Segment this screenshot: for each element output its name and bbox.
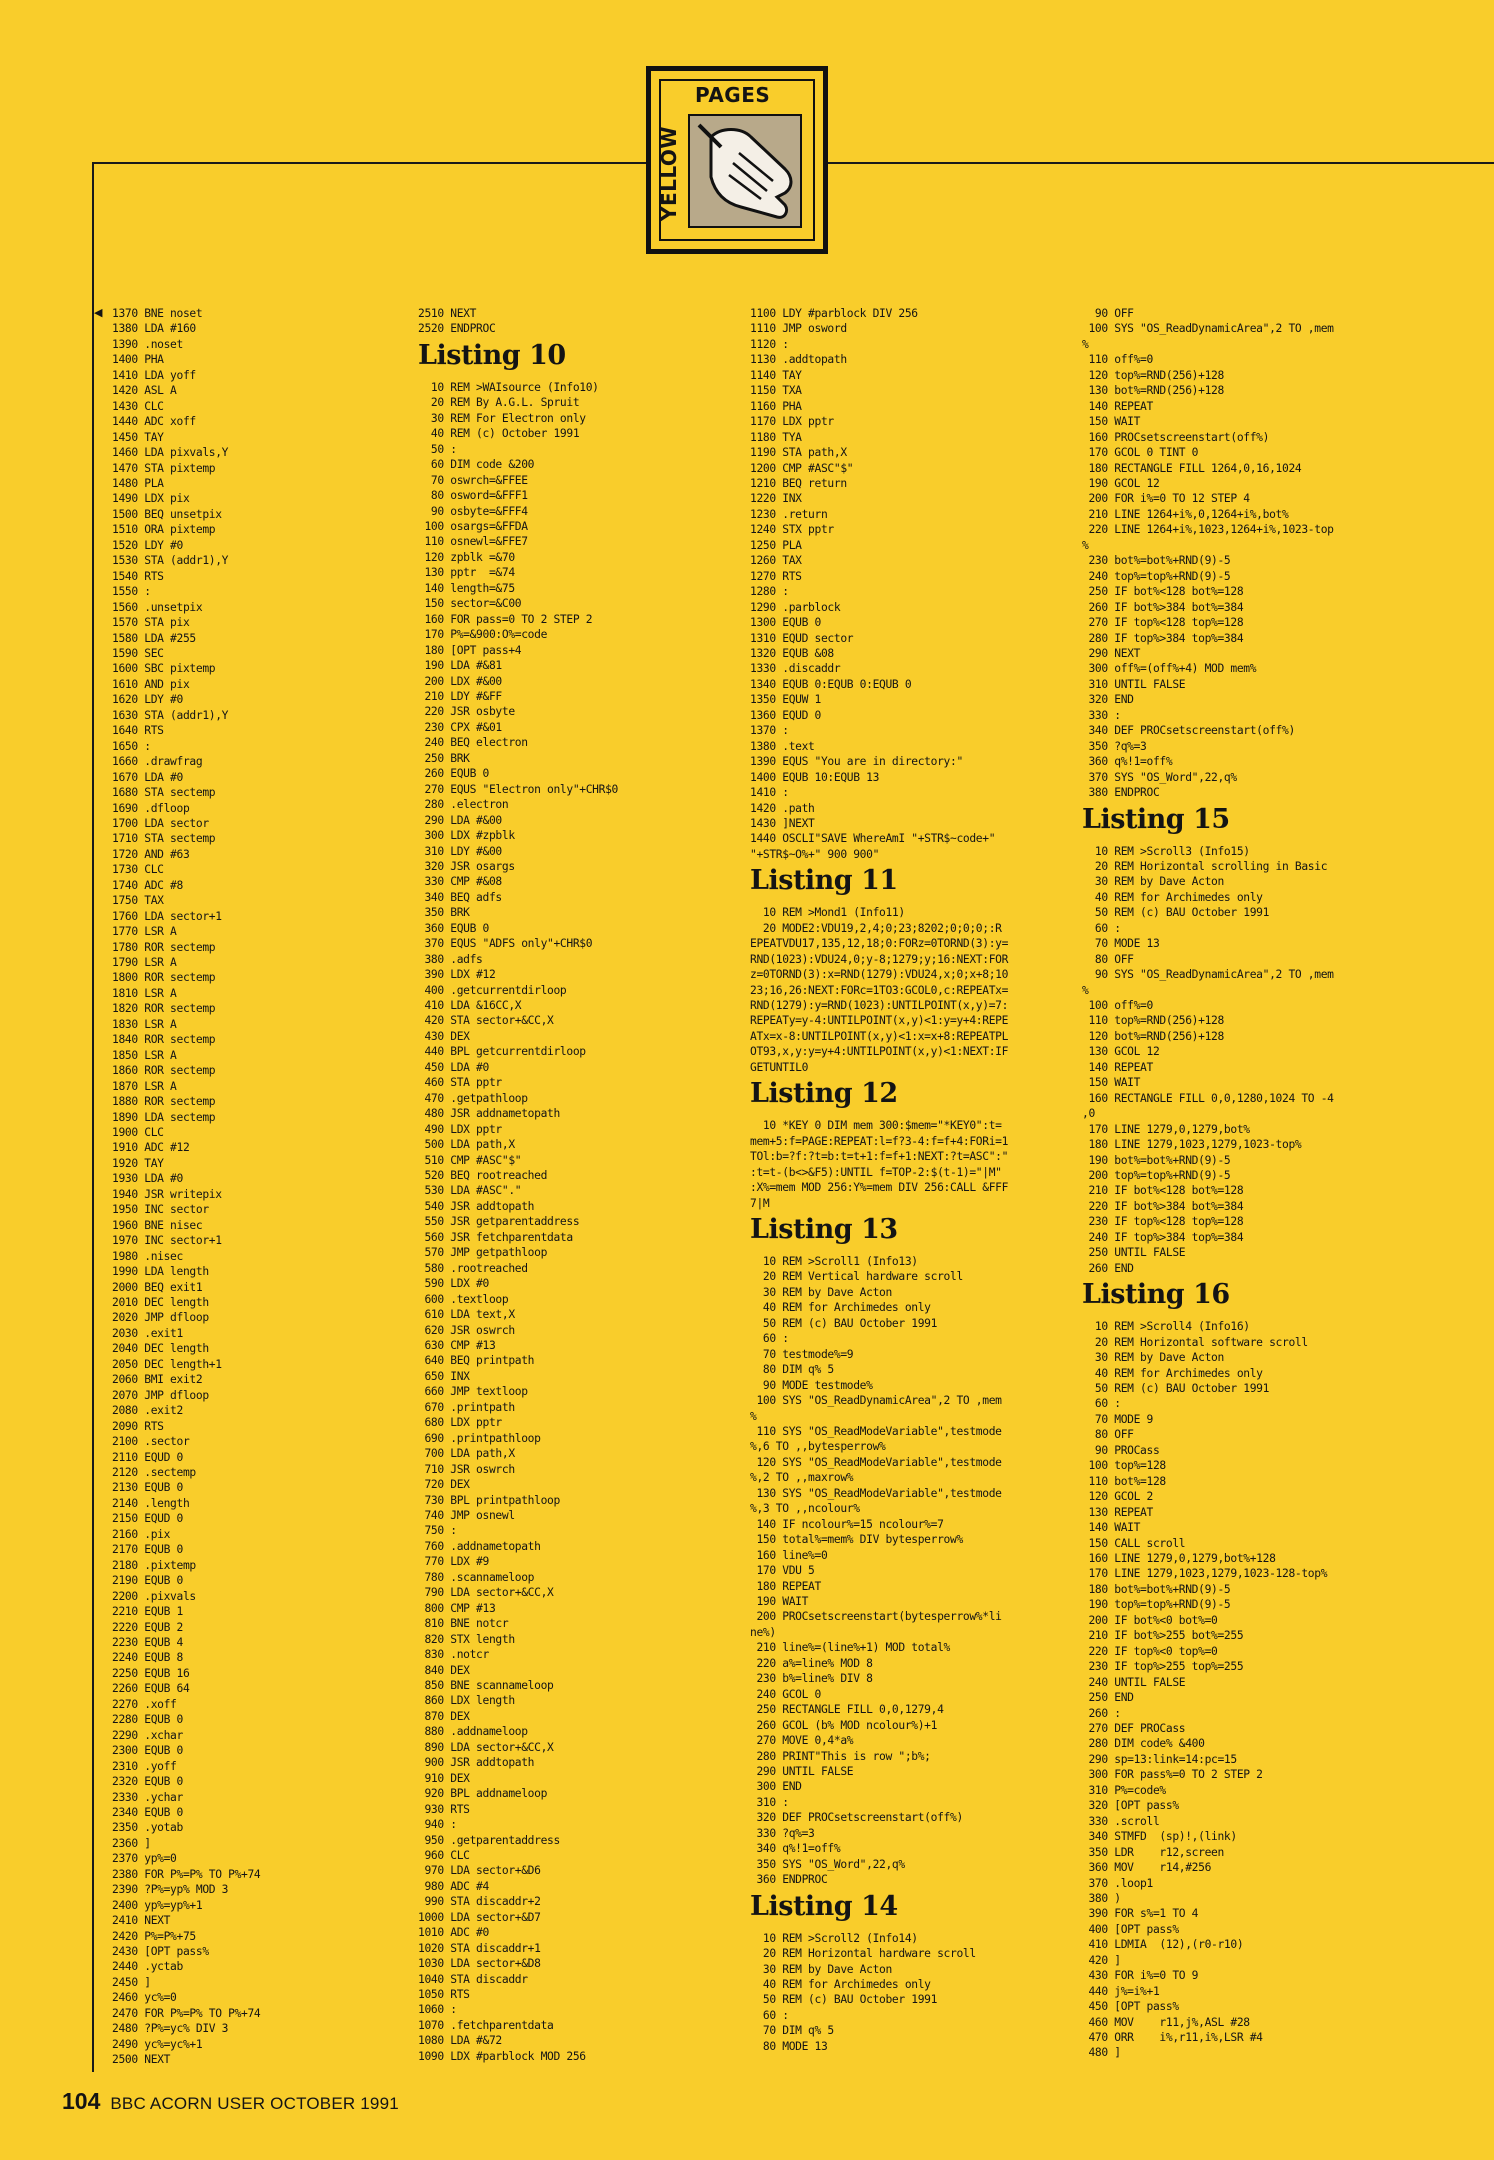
page-number: 104 [62, 2088, 101, 2114]
listing-14-continued-code: 90 OFF 100 SYS "OS_ReadDynamicArea",2 TO ,mem % 110 off%=0 120 top%=RND(256)+128 130 bot%=RND(256)+128 140 REPEAT 150 WAIT 160 PROCsetscreenstart(off%) 170 GCOL 0 TINT 0 180 RECTANGLE FILL 1264,0,16,1024 190 GCOL 12 200 FOR i%=0 TO 12 STEP 4 210 LINE 1264+i%,0,1264+i%,bot% 220 LINE 1264+i%,1023,1264+i%,1023-top % 230 bot%=bot%+RND(9)-5 240 top%=top%+RND(9)-5 250 IF bot%<128 bot%=128 260 IF bot%>384 bot%=384 270 IF top%<128 top%=128 280 IF top%>384 top%=384 290 NEXT 300 off%=(off%+4) MOD mem% 310 UNTIL FALSE 320 END 330 : 340 DEF PROCsetscreenstart(off%) 350 ?q%=3 360 q%!1=off% 370 SYS "OS_Word",22,q% 380 ENDPROC [1082, 307, 1334, 800]
listing-11-code: 10 REM >Mond1 (Info11) 20 MODE2:VDU19,2,4;0;23;8202;0;0;0;:R EPEATVDU17,135,12,18;0:FORz=0TORND(3):y= RND(1023):VDU24,0;y-8;1279;y;16:NEXT:FOR z=0TORND(3):x=RND(1279):VDU24,x;0;x+8;10 23;16,26:NEXT:FORc=1TO3:GCOL0,c:REPEATx= RND(1279):y=RND(1023):UNTILPOINT(x,y)=7: REPEATy=y-4:UNTILPOINT(x,y)<1:y=y+4:REPE ATx=x-8:UNTILPOINT(x,y)<1:x=x+8:REPEATPL OT93,x,y:y=y+4:UNTILPOINT(x,y)<1:NEXT:IF GETUNTIL0 [750, 906, 1009, 1074]
column-4 [1082, 306, 1412, 2061]
listing-10-continued-code: 1100 LDY #parblock DIV 256 1110 JMP osword 1120 : 1130 .addtopath 1140 TAY 1150 TXA 1160 PHA 1170 LDX pptr 1180 TYA 1190 STA path,X 1200 CMP #ASC"$" 1210 BEQ return 1220 INX 1230 .return 1240 STX pptr 1250 PLA 1260 TAX 1270 RTS 1280 : 1290 .parblock 1300 EQUB 0 1310 EQUD sector 1320 EQUB &08 1330 .discaddr 1340 EQUB 0:EQUB 0:EQUB 0 1350 EQUW 1 1360 EQUD 0 1370 : 1380 .text 1390 EQUS "You are in directory:" 1400 EQUB 10:EQUB 13 1410 : 1420 .path 1430 ]NEXT 1440 OSCLI"SAVE WhereAmI "+STR$~code+" "+STR$~O%+" 900 900" [750, 307, 996, 861]
listing-10-heading: Listing 10 [418, 339, 566, 371]
logo-pages-word: PAGES [695, 83, 771, 107]
listing-15-code: 10 REM >Scroll3 (Info15) 20 REM Horizontal scrolling in Basic 30 REM by Dave Acton 40 REM for Archimedes only 50 REM (c) BAU October 1991 60 : 70 MODE 13 80 OFF 90 SYS "OS_ReadDynamicArea",2 TO ,mem % 100 off%=0 110 top%=RND(256)+128 120 bot%=RND(256)+128 130 GCOL 12 140 REPEAT 150 WAIT 160 RECTANGLE FILL 0,0,1280,1024 TO -4 ,0 170 LINE 1279,0,1279,bot% 180 LINE 1279,1023,1279,1023-top% 190 bot%=bot%+RND(9)-5 200 top%=top%+RND(9)-5 210 IF bot%<128 bot%=128 220 IF bot%>384 bot%=384 230 IF top%<128 top%=128 240 IF top%>384 top%=384 250 UNTIL FALSE 260 END [1082, 844, 1334, 1275]
continuation-arrow-icon: ◀ [94, 306, 103, 319]
listing-12-code: 10 *KEY 0 DIM mem 300:$mem="*KEY0":t= mem+5:f=PAGE:REPEAT:l=f?3-4:f=f+4:FORi=1 TOl:b=?f:?t=b:t=t+1:f=f+1:NEXT:?t=ASC":" :t=t-(b<>&F5):UNTIL f=TOP-2:$(t-1)="|M" :X%=mem MOD 256:Y%=mem DIV 256:CALL &FFF 7|M [750, 1119, 1009, 1210]
margin-rule [92, 162, 94, 2072]
publication-line: BBC ACORN USER OCTOBER 1991 [110, 2094, 399, 2113]
listing-11-heading: Listing 11 [750, 865, 898, 897]
listing-10-code: 10 REM >WAIsource (Info10) 20 REM By A.G.L. Spruit 30 REM For Electron only 40 REM (c) October 1991 50 : 60 DIM code &200 70 oswrch=&FFEE 80 osword=&FFF1 90 osbyte=&FFF4 100 osargs=&FFDA 110 osnewl=&FFE7 120 zpblk =&70 130 pptr =&74 140 length=&75 150 sector=&C00 160 FOR pass=0 TO 2 STEP 2 170 P%=&900:O%=code 180 [OPT pass+4 190 LDA #&81 200 LDX #&00 210 LDY #&FF 220 JSR osbyte 230 CPX #&01 240 BEQ electron 250 BRK 260 EQUB 0 270 EQUS "Electron only"+CHR$0 280 .electron 290 LDA #&00 300 LDX #zpblk 310 LDY #&00 320 JSR osargs 330 CMP #&08 340 BEQ adfs 350 BRK 360 EQUB 0 370 EQUS "ADFS only"+CHR$0 380 .adfs 390 LDX #12 400 .getcurrentdirloop 410 LDA &16CC,X 420 STA sector+&CC,X 430 DEX 440 BPL getcurrentdirloop 450 LDA #0 460 STA pptr 470 .getpathloop 480 JSR addnametopath 490 LDX pptr 500 LDA path,X 510 CMP #ASC"$" 520 BEQ rootreached 530 LDA #ASC"." 540 JSR addtopath 550 JSR getparentaddress 560 JSR fetchparentdata 570 JMP getpathloop 580 .rootreached 590 LDX #0 600 .textloop 610 LDA text,X 620 JSR oswrch 630 CMP #13 640 BEQ printpath 650 INX 660 JMP textloop 670 .printpath 680 LDX pptr 690 .printpathloop 700 LDA path,X 710 JSR oswrch 720 DEX 730 BPL printpathloop 740 JMP osnewl 750 : 760 .addnametopath 770 LDX #9 780 .scannameloop 790 LDA sector+&CC,X 800 CMP #13 810 BNE notcr 820 STX length 830 .notcr 840 DEX 850 BNE scannameloop 860 LDX length 870 DEX 880 .addnameloop 890 LDA sector+&CC,X 900 JSR addtopath 910 DEX 920 BPL addnameloop 930 RTS 940 : 950 .getparentaddress 960 CLC 970 LDA sector+&D6 980 ADC #4 990 STA discaddr+2 1000 LDA sector+&D7 1010 ADC #0 1020 STA discaddr+1 1030 LDA sector+&D8 1040 STA discaddr 1050 RTS 1060 : 1070 .fetchparentdata 1080 LDA #&72 1090 LDX #parblock MOD 256 [418, 380, 618, 2063]
listing-14-heading: Listing 14 [750, 1890, 898, 1922]
page-footer [62, 2088, 399, 2115]
listing-9-continued-code: 1370 BNE noset 1380 LDA #160 1390 .noset 1400 PHA 1410 LDA yoff 1420 ASL A 1430 CLC 1440 ADC xoff 1450 TAY 1460 LDA pixvals,Y 1470 STA pixtemp 1480 PLA 1490 LDX pix 1500 BEQ unsetpix 1510 ORA pixtemp 1520 LDY #0 1530 STA (addr1),Y 1540 RTS 1550 : 1560 .unsetpix 1570 STA pix 1580 LDA #255 1590 SEC 1600 SBC pixtemp 1610 AND pix 1620 LDY #0 1630 STA (addr1),Y 1640 RTS 1650 : 1660 .drawfrag 1670 LDA #0 1680 STA sectemp 1690 .dfloop 1700 LDA sector 1710 STA sectemp 1720 AND #63 1730 CLC 1740 ADC #8 1750 TAX 1760 LDA sector+1 1770 LSR A 1780 ROR sectemp 1790 LSR A 1800 ROR sectemp 1810 LSR A 1820 ROR sectemp 1830 LSR A 1840 ROR sectemp 1850 LSR A 1860 ROR sectemp 1870 LSR A 1880 ROR sectemp 1890 LDA sectemp 1900 CLC 1910 ADC #12 1920 TAY 1930 LDA #0 1940 JSR writepix 1950 INC sector 1960 BNE nisec 1970 INC sector+1 1980 .nisec 1990 LDA length 2000 BEQ exit1 2010 DEC length 2020 JMP dfloop 2030 .exit1 2040 DEC length 2050 DEC length+1 2060 BMI exit2 2070 JMP dfloop 2080 .exit2 2090 RTS 2100 .sector 2110 EQUD 0 2120 .sectemp 2130 EQUB 0 2140 .length 2150 EQUD 0 2160 .pix 2170 EQUB 0 2180 .pixtemp 2190 EQUB 0 2200 .pixvals 2210 EQUB 1 2220 EQUB 2 2230 EQUB 4 2240 EQUB 8 2250 EQUB 16 2260 EQUB 64 2270 .xoff 2280 EQUB 0 2290 .xchar 2300 EQUB 0 2310 .yoff 2320 EQUB 0 2330 .ychar 2340 EQUB 0 2350 .yotab 2360 ] 2370 yp%=0 2380 FOR P%=P% TO P%+74 2390 ?P%=yp% MOD 3 2400 yp%=yp%+1 2410 NEXT 2420 P%=P%+75 2430 [OPT pass% 2440 .yctab 2450 ] 2460 yc%=0 2470 FOR P%=P% TO P%+74 2480 ?P%=yc% DIV 3 2490 yc%=yc%+1 2500 NEXT [112, 307, 261, 2067]
column-2 [418, 306, 748, 2064]
listing-13-heading: Listing 13 [750, 1214, 898, 1246]
listing-14-code: 10 REM >Scroll2 (Info14) 20 REM Horizontal hardware scroll 30 REM by Dave Acton 40 REM for Archimedes only 50 REM (c) BAU October 1991 60 : 70 DIM q% 5 80 MODE 13 [762, 1931, 976, 2053]
listing-15-heading: Listing 15 [1082, 803, 1230, 835]
logo-yellow-word: YELLOW [657, 126, 681, 221]
listing-16-heading: Listing 16 [1082, 1279, 1230, 1311]
column-1 [104, 306, 434, 2068]
listing-9-end-code: 2510 NEXT 2520 ENDPROC [418, 307, 496, 336]
column-3 [750, 306, 1080, 2054]
listing-12-heading: Listing 12 [750, 1078, 898, 1110]
yellow-pages-logo [646, 66, 828, 254]
listing-16-code: 10 REM >Scroll4 (Info16) 20 REM Horizontal software scroll 30 REM by Dave Acton 40 REM for Archimedes only 50 REM (c) BAU October 1991 60 : 70 MODE 9 80 OFF 90 PROCass 100 top%=128 110 bot%=128 120 GCOL 2 130 REPEAT 140 WAIT 150 CALL scroll 160 LINE 1279,0,1279,bot%+128 170 LINE 1279,1023,1279,1023-128-top% 180 bot%=bot%+RND(9)-5 190 top%=top%+RND(9)-5 200 IF bot%<0 bot%=0 210 IF bot%>255 bot%=255 220 IF top%<0 top%=0 230 IF top%>255 top%=255 240 UNTIL FALSE 250 END 260 : 270 DEF PROCass 280 DIM code% &400 290 sp=13:link=14:pc=15 300 FOR pass%=0 TO 2 STEP 2 310 P%=code% 320 [OPT pass% 330 .scroll 340 STMFD (sp)!,(link) 350 LDR r12,screen 360 MOV r14,#256 370 .loop1 380 ) 390 FOR s%=1 TO 4 400 [OPT pass% 410 LDMIA (12),(r0-r10) 420 ] 430 FOR i%=0 TO 9 440 j%=i%+1 450 [OPT pass% 460 MOV r11,j%,ASL #28 470 ORR i%,r11,i%,LSR #4 480 ] [1088, 1320, 1328, 2060]
hand-icon [681, 107, 809, 237]
listing-13-code: 10 REM >Scroll1 (Info13) 20 REM Vertical hardware scroll 30 REM by Dave Acton 40 REM for Archimedes only 50 REM (c) BAU October 1991 60 : 70 testmode%=9 80 DIM q% 5 90 MODE testmode% 100 SYS "OS_ReadDynamicArea",2 TO ,mem % 110 SYS "OS_ReadModeVariable",testmode %,6 TO ,,bytesperrow% 120 SYS "OS_ReadModeVariable",testmode %,2 TO ,,maxrow% 130 SYS "OS_ReadModeVariable",testmode %,3 TO ,,ncolour% 140 IF ncolour%=15 ncolour%=7 150 total%=mem% DIV bytesperrow% 160 line%=0 170 VDU 5 180 REPEAT 190 WAIT 200 PROCsetscreenstart(bytesperrow%*li ne%) 210 line%=(line%+1) MOD total% 220 a%=line% MOD 8 230 b%=line% DIV 8 240 GCOL 0 250 RECTANGLE FILL 0,0,1279,4 260 GCOL (b% MOD ncolour%)+1 270 MOVE 0,4*a% 280 PRINT"This is row ";b%; 290 UNTIL FALSE 300 END 310 : 320 DEF PROCsetscreenstart(off%) 330 ?q%=3 340 q%!1=off% 350 SYS "OS_Word",22,q% 360 ENDPROC [750, 1255, 1002, 1887]
